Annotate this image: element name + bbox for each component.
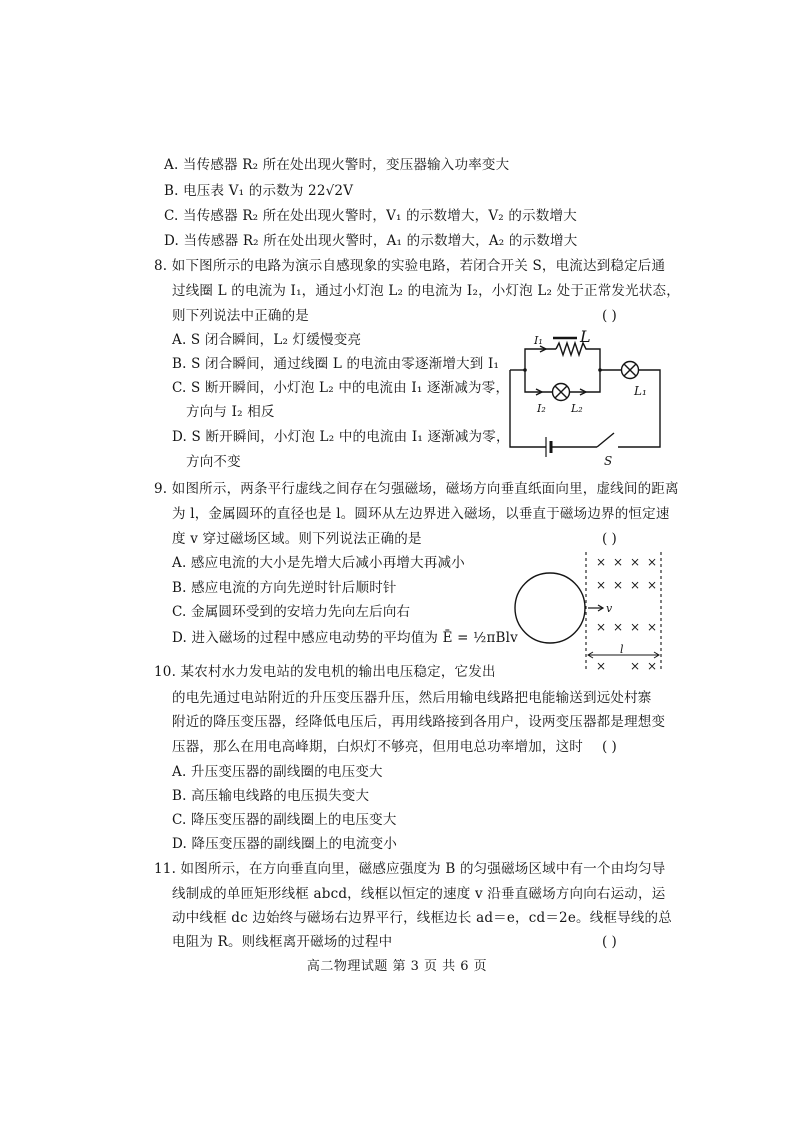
q9-stem-line: 9. 如图所示，两条平行虚线之间存在匀强磁场，磁场方向垂直纸面向里，虚线间的距离 xyxy=(154,481,679,497)
q10-stem-line: 的电先通过电站附近的升压变压器升压，然后用输电线路把电能输送到远处村寨 xyxy=(172,690,652,706)
field-cross: × xyxy=(613,555,624,569)
q8-option-d-cont: 方向不变 xyxy=(186,454,241,470)
q9-option-d: D. 进入磁场的过程中感应电动势的平均值为 Ē = ½πBlv xyxy=(172,630,518,646)
field-cross: × xyxy=(596,578,607,592)
q8-stem-line: 8. 如下图所示的电路为演示自感现象的实验电路，若闭合开关 S，电流达到稳定后通 xyxy=(154,258,666,274)
q9-option-a: A. 感应电流的大小是先增大后减小再增大再减小 xyxy=(172,555,465,571)
q8-option-c-cont: 方向与 I₂ 相反 xyxy=(186,404,275,420)
field-cross: × xyxy=(647,659,658,673)
field-cross: × xyxy=(613,578,624,592)
q9-option-b: B. 感应电流的方向先逆时针后顺时针 xyxy=(172,580,397,596)
q10-option-a: A. 升压变压器的副线圈的电压变大 xyxy=(172,764,383,780)
q8-answer-bracket: ( ) xyxy=(602,308,617,324)
q7-option-c: C. 当传感器 R₂ 所在处出现火警时，V₁ 的示数增大，V₂ 的示数增大 xyxy=(164,208,577,224)
field-cross: × xyxy=(596,620,607,634)
field-cross: × xyxy=(630,578,641,592)
q8-option-d: D. S 断开瞬间，小灯泡 L₂ 中的电流由 I₁ 逐渐减为零， xyxy=(172,429,510,445)
field-cross: × xyxy=(647,620,658,634)
q10-stem-line: 10. 某农村水力发电站的发电机的输出电压稳定，它发出 xyxy=(154,664,496,680)
field-cross: × xyxy=(596,659,607,673)
q8-stem-line: 过线圈 L 的电流为 I₁，通过小灯泡 L₂ 的电流为 I₂，小灯泡 L₂ 处于正常发光状态， xyxy=(172,283,680,299)
q9-option-c: C. 金属圆环受到的安培力先向左后向右 xyxy=(172,604,411,620)
q11-stem-line: 动中线框 dc 边始终与磁场右边界平行，线框边长 ad＝e，cd＝2e。线框导线的总 xyxy=(172,910,672,926)
q9-field-diagram xyxy=(510,548,670,676)
metal-ring xyxy=(515,573,585,643)
field-cross: × xyxy=(630,659,641,673)
q8-option-c: C. S 断开瞬间，小灯泡 L₂ 中的电流由 I₁ 逐渐减为零， xyxy=(172,380,510,396)
label-L: L xyxy=(580,327,591,346)
field-cross: × xyxy=(647,555,658,569)
q10-option-b: B. 高压输电线路的电压损失变大 xyxy=(172,788,370,804)
q10-option-c: C. 降压变压器的副线圈上的电压变大 xyxy=(172,812,397,828)
q9-stem-line: 度 v 穿过磁场区域。则下列说法正确的是 xyxy=(172,531,422,547)
field-cross: × xyxy=(630,555,641,569)
page-footer: 高二物理试题 第 3 页 共 6 页 xyxy=(306,959,488,974)
q11-stem-line: 11. 如图所示，在方向垂直向里，磁感应强度为 B 的匀强磁场区域中有一个由均匀导 xyxy=(154,861,666,877)
field-cross: × xyxy=(613,620,624,634)
q11-answer-bracket: ( ) xyxy=(602,934,617,950)
label-L1: L₁ xyxy=(634,384,647,398)
q10-option-d: D. 降压变压器的副线圈上的电流变小 xyxy=(172,836,398,852)
q7-option-a: A. 当传感器 R₂ 所在处出现火警时，变压器输入功率变大 xyxy=(164,157,510,173)
q9-stem-line: 为 l，金属圆环的直径也是 l。圆环从左边界进入磁场，以垂直于磁场边界的恒定速 xyxy=(172,506,670,522)
field-cross: × xyxy=(630,620,641,634)
q7-option-b: B. 电压表 V₁ 的示数为 22√2V xyxy=(164,183,354,199)
q9-answer-bracket: ( ) xyxy=(602,531,617,547)
field-cross: × xyxy=(647,578,658,592)
q10-stem-line: 附近的降压变压器，经降低电压后，再用线路接到各用户，设两变压器都是理想变 xyxy=(172,714,666,730)
width-label: l xyxy=(620,643,624,656)
field-cross: × xyxy=(596,555,607,569)
label-I1: I₁ xyxy=(534,334,543,347)
q8-stem-line: 则下列说法中正确的是 xyxy=(172,308,309,324)
q11-stem-line: 电阻为 R。则线框离开磁场的过程中 xyxy=(172,934,393,950)
q11-stem-line: 线制成的单匝矩形线框 abcd，线框以恒定的速度 v 沿垂直磁场方向向右运动，运 xyxy=(172,886,666,902)
q8-option-b: B. S 闭合瞬间，通过线圈 L 的电流由零逐渐增大到 I₁ xyxy=(172,356,500,372)
velocity-label: v xyxy=(606,602,613,615)
q7-option-d: D. 当传感器 R₂ 所在处出现火警时，A₁ 的示数增大，A₂ 的示数增大 xyxy=(164,233,578,249)
q8-circuit-diagram xyxy=(500,325,670,470)
q10-stem-line: 压器，那么在用电高峰期，白炽灯不够亮，但用电总功率增加，这时 xyxy=(172,739,583,755)
label-I2: I₂ xyxy=(537,402,546,415)
q10-answer-bracket: ( ) xyxy=(602,739,617,755)
q8-option-a: A. S 闭合瞬间，L₂ 灯缓慢变亮 xyxy=(172,332,362,348)
label-S: S xyxy=(604,454,613,468)
label-L2: L₂ xyxy=(571,402,583,415)
